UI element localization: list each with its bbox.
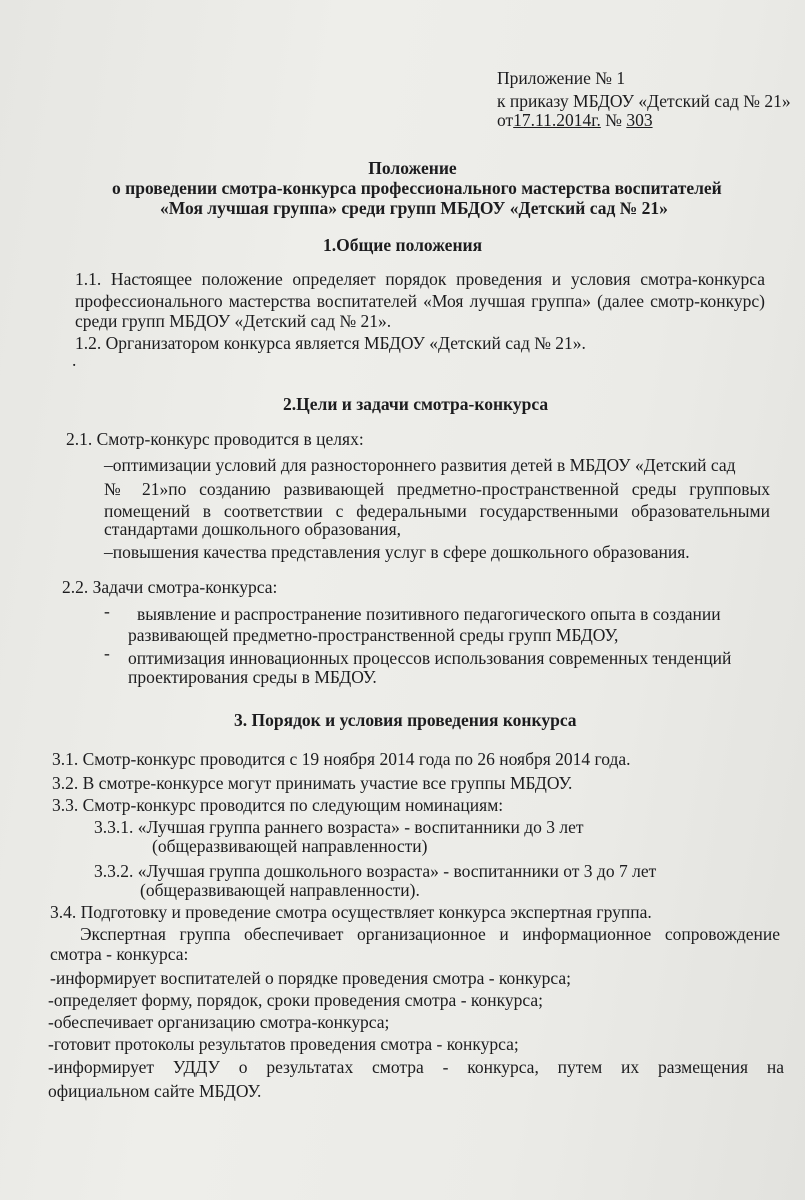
task-1-line-2: развивающей предметно-пространственной среды групп МБДОУ,	[128, 625, 619, 645]
section-3-3: 3.3. Смотр-конкурс проводится по следующим номинациям:	[52, 795, 504, 815]
order-date: 17.11.2014г.	[513, 110, 601, 130]
task-1-line-1: выявление и распространение позитивного педагогического опыта в создании	[137, 604, 721, 624]
nomination-1-line-1: 3.3.1. «Лучшая группа раннего возраста» - воспитанники до 3 лет	[94, 817, 584, 837]
expert-duty-1: -информирует воспитателей о порядке проведения смотра - конкурса;	[50, 968, 572, 988]
section-3-2: 3.2. В смотре-конкурсе могут принимать участие все группы МБДОУ.	[52, 773, 573, 793]
section-2-2: 2.2. Задачи смотра-конкурса:	[62, 577, 278, 597]
goal-1-line-3: помещений в соответствии с федеральными государственными образовательными	[104, 501, 770, 521]
section-3-heading: 3. Порядок и условия проведения конкурса	[234, 710, 577, 730]
document-title: Положение	[368, 158, 457, 178]
section-1-heading: 1.Общие положения	[323, 235, 483, 255]
task-1-dash: -	[104, 601, 110, 621]
goal-1-line-1: –оптимизации условий для разностороннего развития детей в МБДОУ «Детский сад	[104, 455, 736, 475]
document-subtitle-1: о проведении смотра-конкурса профессионального мастерства воспитателей	[112, 178, 722, 198]
expert-duty-5-line-1: -информирует УДДУ о результатах смотра - конкурса, путем их размещения на	[48, 1057, 784, 1077]
expert-group-line-1: Экспертная группа обеспечивает организационное и информационное сопровождение	[80, 924, 780, 944]
goal-1-line-2: № 21»по созданию развивающей предметно-пространственной среды групповых	[104, 479, 770, 499]
nomination-2-line-1: 3.3.2. «Лучшая группа дошкольного возраста» - воспитанники от 3 до 7 лет	[94, 861, 657, 881]
section-3-1: 3.1. Смотр-конкурс проводится с 19 ноября 2014 года по 26 ноября 2014 года.	[52, 749, 631, 769]
section-1-1-line-1: 1.1. Настоящее положение определяет порядок проведения и условия смотра-конкурса	[75, 269, 765, 289]
goal-2: –повышения качества представления услуг в сфере дошкольного образования.	[104, 542, 690, 562]
order-reference: к приказу МБДОУ «Детский сад № 21»	[497, 91, 791, 111]
stray-dot: .	[72, 350, 77, 370]
goal-1-line-4: стандартами дошкольного образования,	[104, 519, 402, 539]
section-1-1-line-3: среди групп МБДОУ «Детский сад № 21».	[75, 311, 392, 331]
expert-duty-2: -определяет форму, порядок, сроки проведения смотра - конкурса;	[48, 990, 543, 1010]
appendix-label: Приложение № 1	[497, 68, 626, 88]
task-2-line-1: оптимизация инновационных процессов использования современных тенденций	[128, 648, 732, 668]
section-1-2: 1.2. Организатором конкурса является МБДОУ «Детский сад № 21».	[75, 333, 586, 353]
task-2-dash: -	[104, 643, 110, 663]
section-2-heading: 2.Цели и задачи смотра-конкурса	[283, 394, 549, 414]
nomination-1-line-2: (общеразвивающей направленности)	[152, 836, 428, 856]
section-3-4: 3.4. Подготовку и проведение смотра осуществляет конкурса экспертная группа.	[50, 902, 652, 922]
nomination-2-line-2: (общеразвивающей направленности).	[140, 880, 420, 900]
order-number: 303	[626, 110, 653, 130]
section-2-1: 2.1. Смотр-конкурс проводится в целях:	[66, 429, 364, 449]
order-date-prefix: от	[497, 110, 514, 130]
order-date-line	[497, 110, 653, 130]
section-1-1-line-2: профессионального мастерства воспитателей «Моя лучшая группа» (далее смотр-конкурс)	[75, 291, 765, 311]
task-2-line-2: проектирования среды в МБДОУ.	[128, 667, 377, 687]
expert-duty-5-line-2: официальном сайте МБДОУ.	[48, 1081, 262, 1101]
expert-group-line-2: смотра - конкурса:	[50, 944, 189, 964]
expert-duty-4: -готовит протоколы результатов проведения смотра - конкурса;	[48, 1034, 519, 1054]
order-number-prefix: №	[600, 110, 627, 130]
expert-duty-3: -обеспечивает организацию смотра-конкурса;	[48, 1012, 390, 1032]
document-subtitle-2: «Моя лучшая группа» среди групп МБДОУ «Детский сад № 21»	[160, 198, 668, 218]
